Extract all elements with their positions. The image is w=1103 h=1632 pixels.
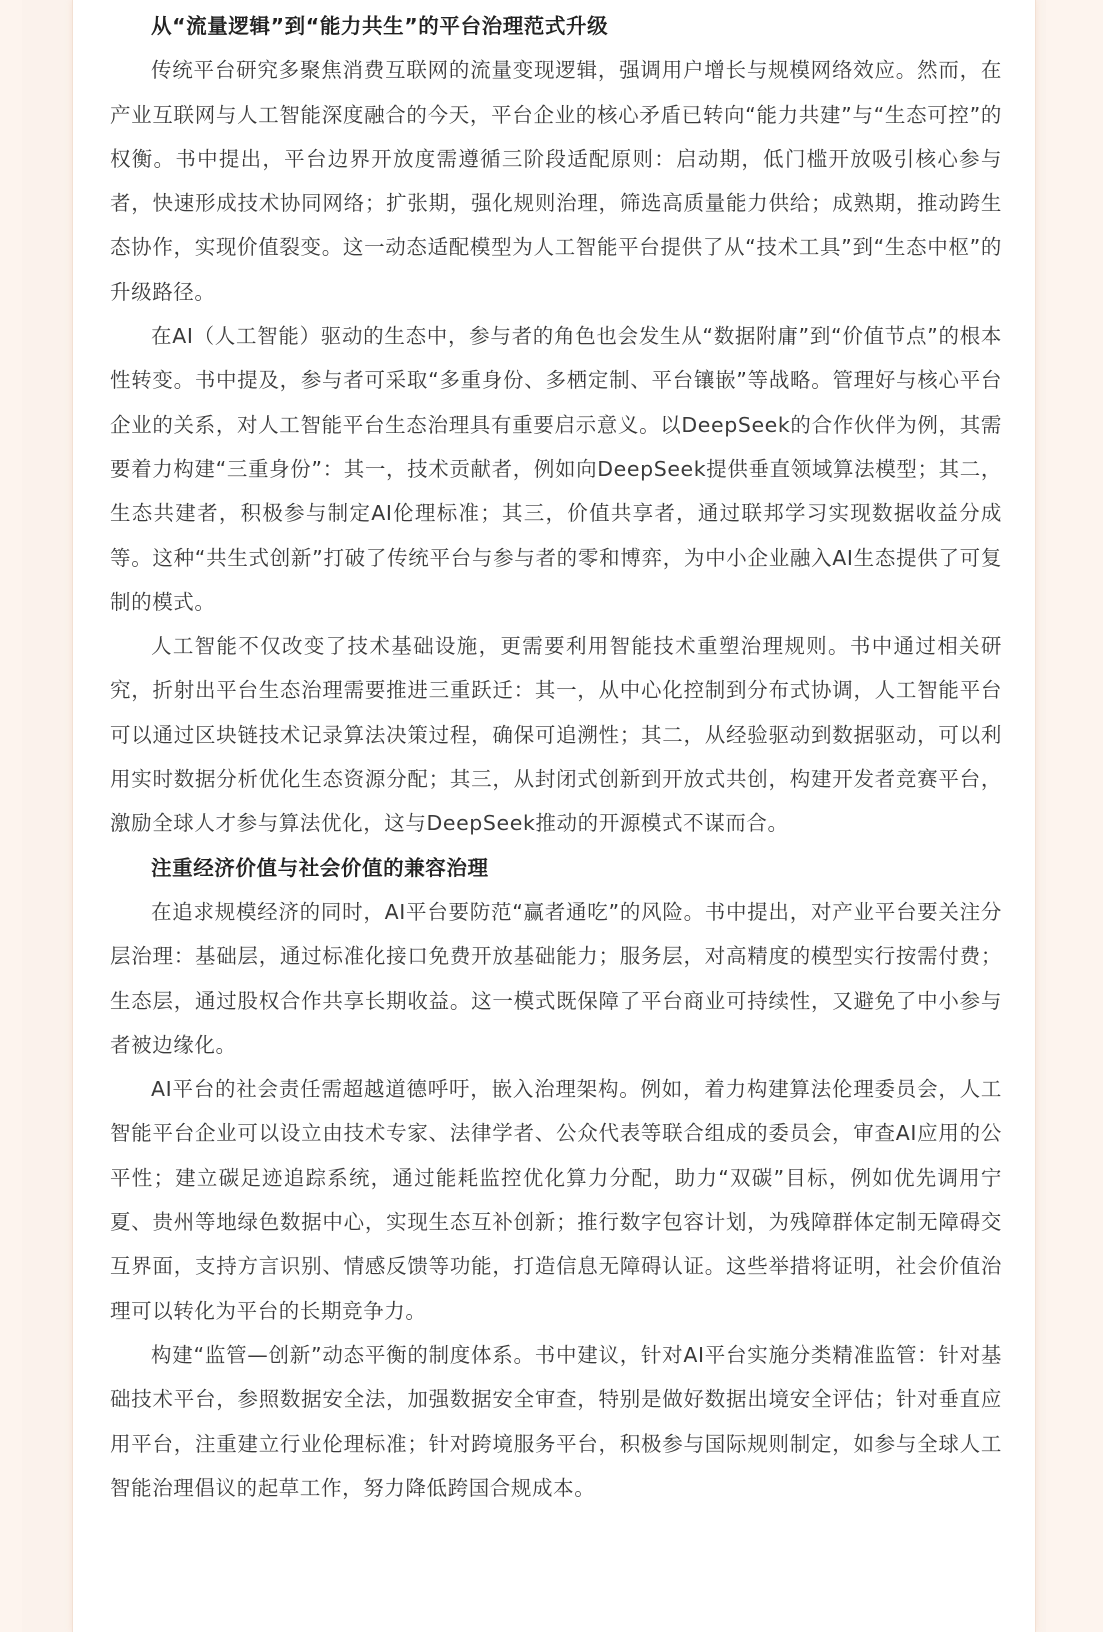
section-heading-platform-governance: 从“流量逻辑”到“能力共生”的平台治理范式升级 — [151, 14, 609, 38]
paragraph: 传统平台研究多聚焦消费互联网的流量变现逻辑，强调用户增长与规模网络效应。然而，在产业互联网与人工智能深度融合的今天，平台企业的核心矛盾已转向“能力共建”与“生态可控”的权衡。书中提出，平台边界开放度需遵循三阶段适配原则：启动期，低门槛开放吸引核心参与者，快速形成技术协同网络；扩张期，强化规则治理，筛选高质量能力供给；成熟期，推动跨生态协作，实现价值裂变。这一动态适配模型为人工智能平台提供了从“技术工具”到“生态中枢”的升级路径。 — [110, 58, 1002, 304]
paragraph: 在追求规模经济的同时，AI平台要防范“赢者通吃”的风险。书中提出，对产业平台要关注分层治理：基础层，通过标准化接口免费开放基础能力；服务层，对高精度的模型实行按需付费；生态层，通过股权合作共享长期收益。这一模式既保障了平台商业可持续性，又避免了中小参与者被边缘化。 — [110, 899, 1002, 1057]
paragraph: 构建“监管—创新”动态平衡的制度体系。书中建议，针对AI平台实施分类精准监管：针对基础技术平台，参照数据安全法，加强数据安全审查，特别是做好数据出境安全评估；针对垂直应用平台，注重建立行业伦理标准；针对跨境服务平台，积极参与国际规则制定，如参与全球人工智能治理倡议的起草工作，努力降低跨国合规成本。 — [110, 1342, 1002, 1500]
paragraph: 在AI（人工智能）驱动的生态中，参与者的角色也会发生从“数据附庸”到“价值节点”的根本性转变。书中提及，参与者可采取“多重身份、多栖定制、平台镶嵌”等战略。管理好与核心平台企业的关系，对人工智能平台生态治理具有重要启示意义。以DeepSeek的合作伙伴为例，其需要着力构建“三重身份”：其一，技术贡献者，例如向DeepSeek提供垂直领域算法模型；其二，生态共建者，积极参与制定AI伦理标准；其三，价值共享者，通过联邦学习实现数据收益分成等。这种“共生式创新”打破了传统平台与参与者的零和博弈，为中小企业融入AI生态提供了可复制的模式。 — [110, 324, 1002, 614]
section-heading-value-governance: 注重经济价值与社会价值的兼容治理 — [151, 855, 489, 880]
article-body — [110, 4, 1002, 1510]
paragraph: 人工智能不仅改变了技术基础设施，更需要利用智能技术重塑治理规则。书中通过相关研究，折射出平台生态治理需要推进三重跃迁：其一，从中心化控制到分布式协调，人工智能平台可以通过区块链技术记录算法决策过程，确保可追溯性；其二，从经验驱动到数据驱动，可以利用实时数据分析优化生态资源分配；其三，从封闭式创新到开放式共创，构建开发者竞赛平台，激励全球人才参与算法优化，这与DeepSeek推动的开源模式不谋而合。 — [110, 634, 1002, 836]
paragraph: AI平台的社会责任需超越道德呼吁，嵌入治理架构。例如，着力构建算法伦理委员会，人工智能平台企业可以设立由技术专家、法律学者、公众代表等联合组成的委员会，审查AI应用的公平性；建立碳足迹追踪系统，通过能耗监控优化算力分配，助力“双碳”目标，例如优先调用宁夏、贵州等地绿色数据中心，实现生态互补创新；推行数字包容计划，为残障群体定制无障碍交互界面，支持方言识别、情感反馈等功能，打造信息无障碍认证。这些举措将证明，社会价值治理可以转化为平台的长期竞争力。 — [110, 1077, 1002, 1323]
